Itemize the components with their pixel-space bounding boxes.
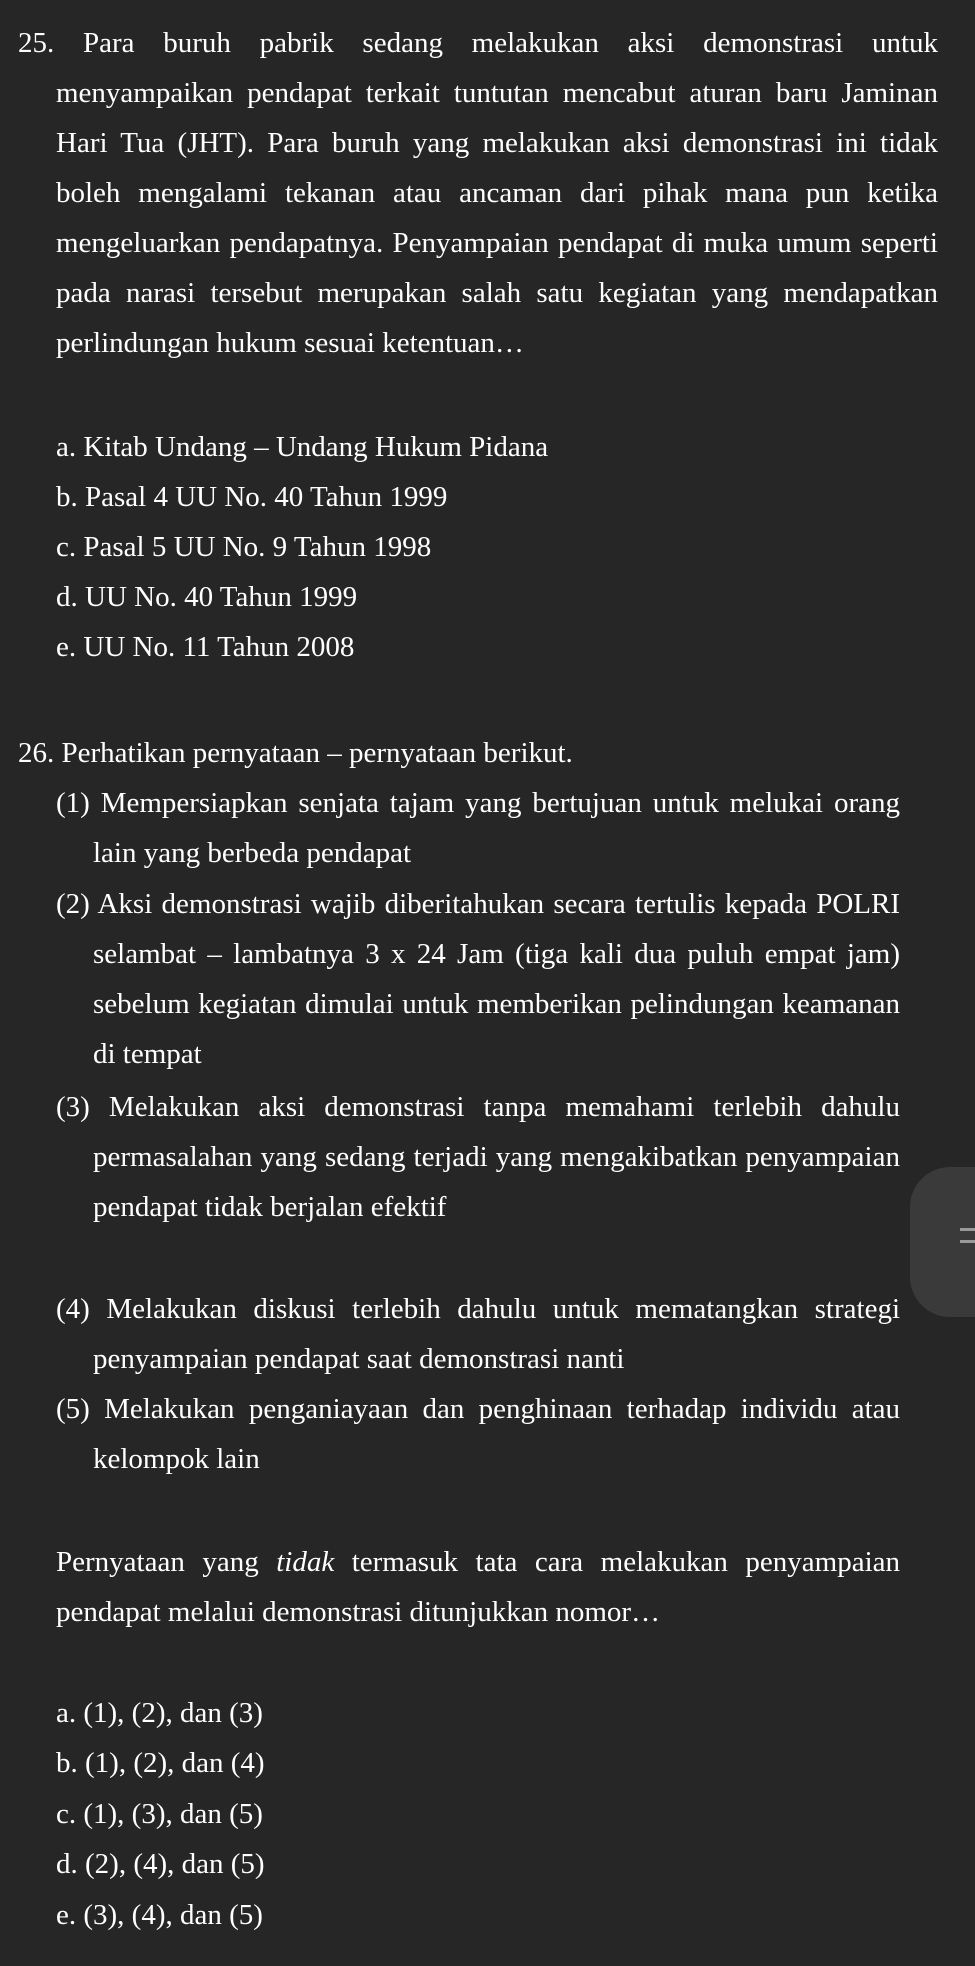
q26-statement-2: (2) Aksi demonstrasi wajib diberitahukan secara tertulis kepada POLRI selambat – lambatnya 3 x 24 Jam (tiga kali dua puluh empat jam) sebelum kegiatan dimulai untuk memberikan pelindungan keamanan di tempat: [56, 888, 900, 1070]
grip-line-icon: [960, 1228, 975, 1231]
q26-option-b[interactable]: b. (1), (2), dan (4): [56, 1747, 265, 1779]
q26-question: [56, 1537, 900, 1637]
grip-line-icon: [960, 1240, 975, 1243]
q25-option-e[interactable]: e. UU No. 11 Tahun 2008: [56, 631, 355, 663]
q25-option-d[interactable]: d. UU No. 40 Tahun 1999: [56, 581, 358, 613]
q26-intro: Perhatikan pernyataan – pernyataan berikut.: [61, 737, 573, 769]
q26-question-before: Pernyataan yang: [56, 1546, 277, 1578]
scroll-handle[interactable]: [910, 1167, 975, 1317]
q26-number: 26.: [18, 737, 55, 769]
q26-question-emph: tidak: [276, 1546, 335, 1578]
q26-question-after: termasuk tata cara melakukan penyampaian pendapat melalui demonstrasi ditunjukkan nomor…: [56, 1546, 901, 1628]
q26-statement-3: (3) Melakukan aksi demonstrasi tanpa memahami terlebih dahulu permasalahan yang sedang terjadi yang mengakibatkan penyampaian pendapat tidak berjalan efektif: [56, 1091, 900, 1223]
q26-option-e[interactable]: e. (3), (4), dan (5): [56, 1899, 263, 1931]
q26-heading: [18, 728, 900, 778]
q26-option-c[interactable]: c. (1), (3), dan (5): [56, 1798, 263, 1830]
q25-option-a[interactable]: a. Kitab Undang – Undang Hukum Pidana: [56, 431, 549, 463]
q25-option-c[interactable]: c. Pasal 5 UU No. 9 Tahun 1998: [56, 531, 432, 563]
q26-statement-5: (5) Melakukan penganiayaan dan penghinaan terhadap individu atau kelompok lain: [56, 1393, 900, 1475]
q26-option-d[interactable]: d. (2), (4), dan (5): [56, 1848, 265, 1880]
q26-statement-1: (1) Mempersiapkan senjata tajam yang bertujuan untuk melukai orang lain yang berbeda pendapat: [56, 787, 900, 869]
q25-number: 25.: [18, 27, 55, 59]
q26-option-a[interactable]: a. (1), (2), dan (3): [56, 1697, 263, 1729]
q25-text: Para buruh pabrik sedang melakukan aksi demonstrasi untuk menyampaikan pendapat terkait tuntutan mencabut aturan baru Jaminan Hari Tua (JHT). Para buruh yang melakukan aksi demonstrasi ini tidak boleh mengalami tekanan atau ancaman dari pihak mana pun ketika mengeluarkan pendapatnya. Penyampaian pendapat di muka umum seperti pada narasi tersebut merupakan salah satu kegiatan yang mendapatkan perlindungan hukum sesuai ketentuan…: [56, 27, 939, 359]
q25-question: [18, 18, 938, 368]
q26-statement-4: (4) Melakukan diskusi terlebih dahulu untuk mematangkan strategi penyampaian pendapat saat demonstrasi nanti: [56, 1293, 900, 1375]
q25-option-b[interactable]: b. Pasal 4 UU No. 40 Tahun 1999: [56, 481, 448, 513]
